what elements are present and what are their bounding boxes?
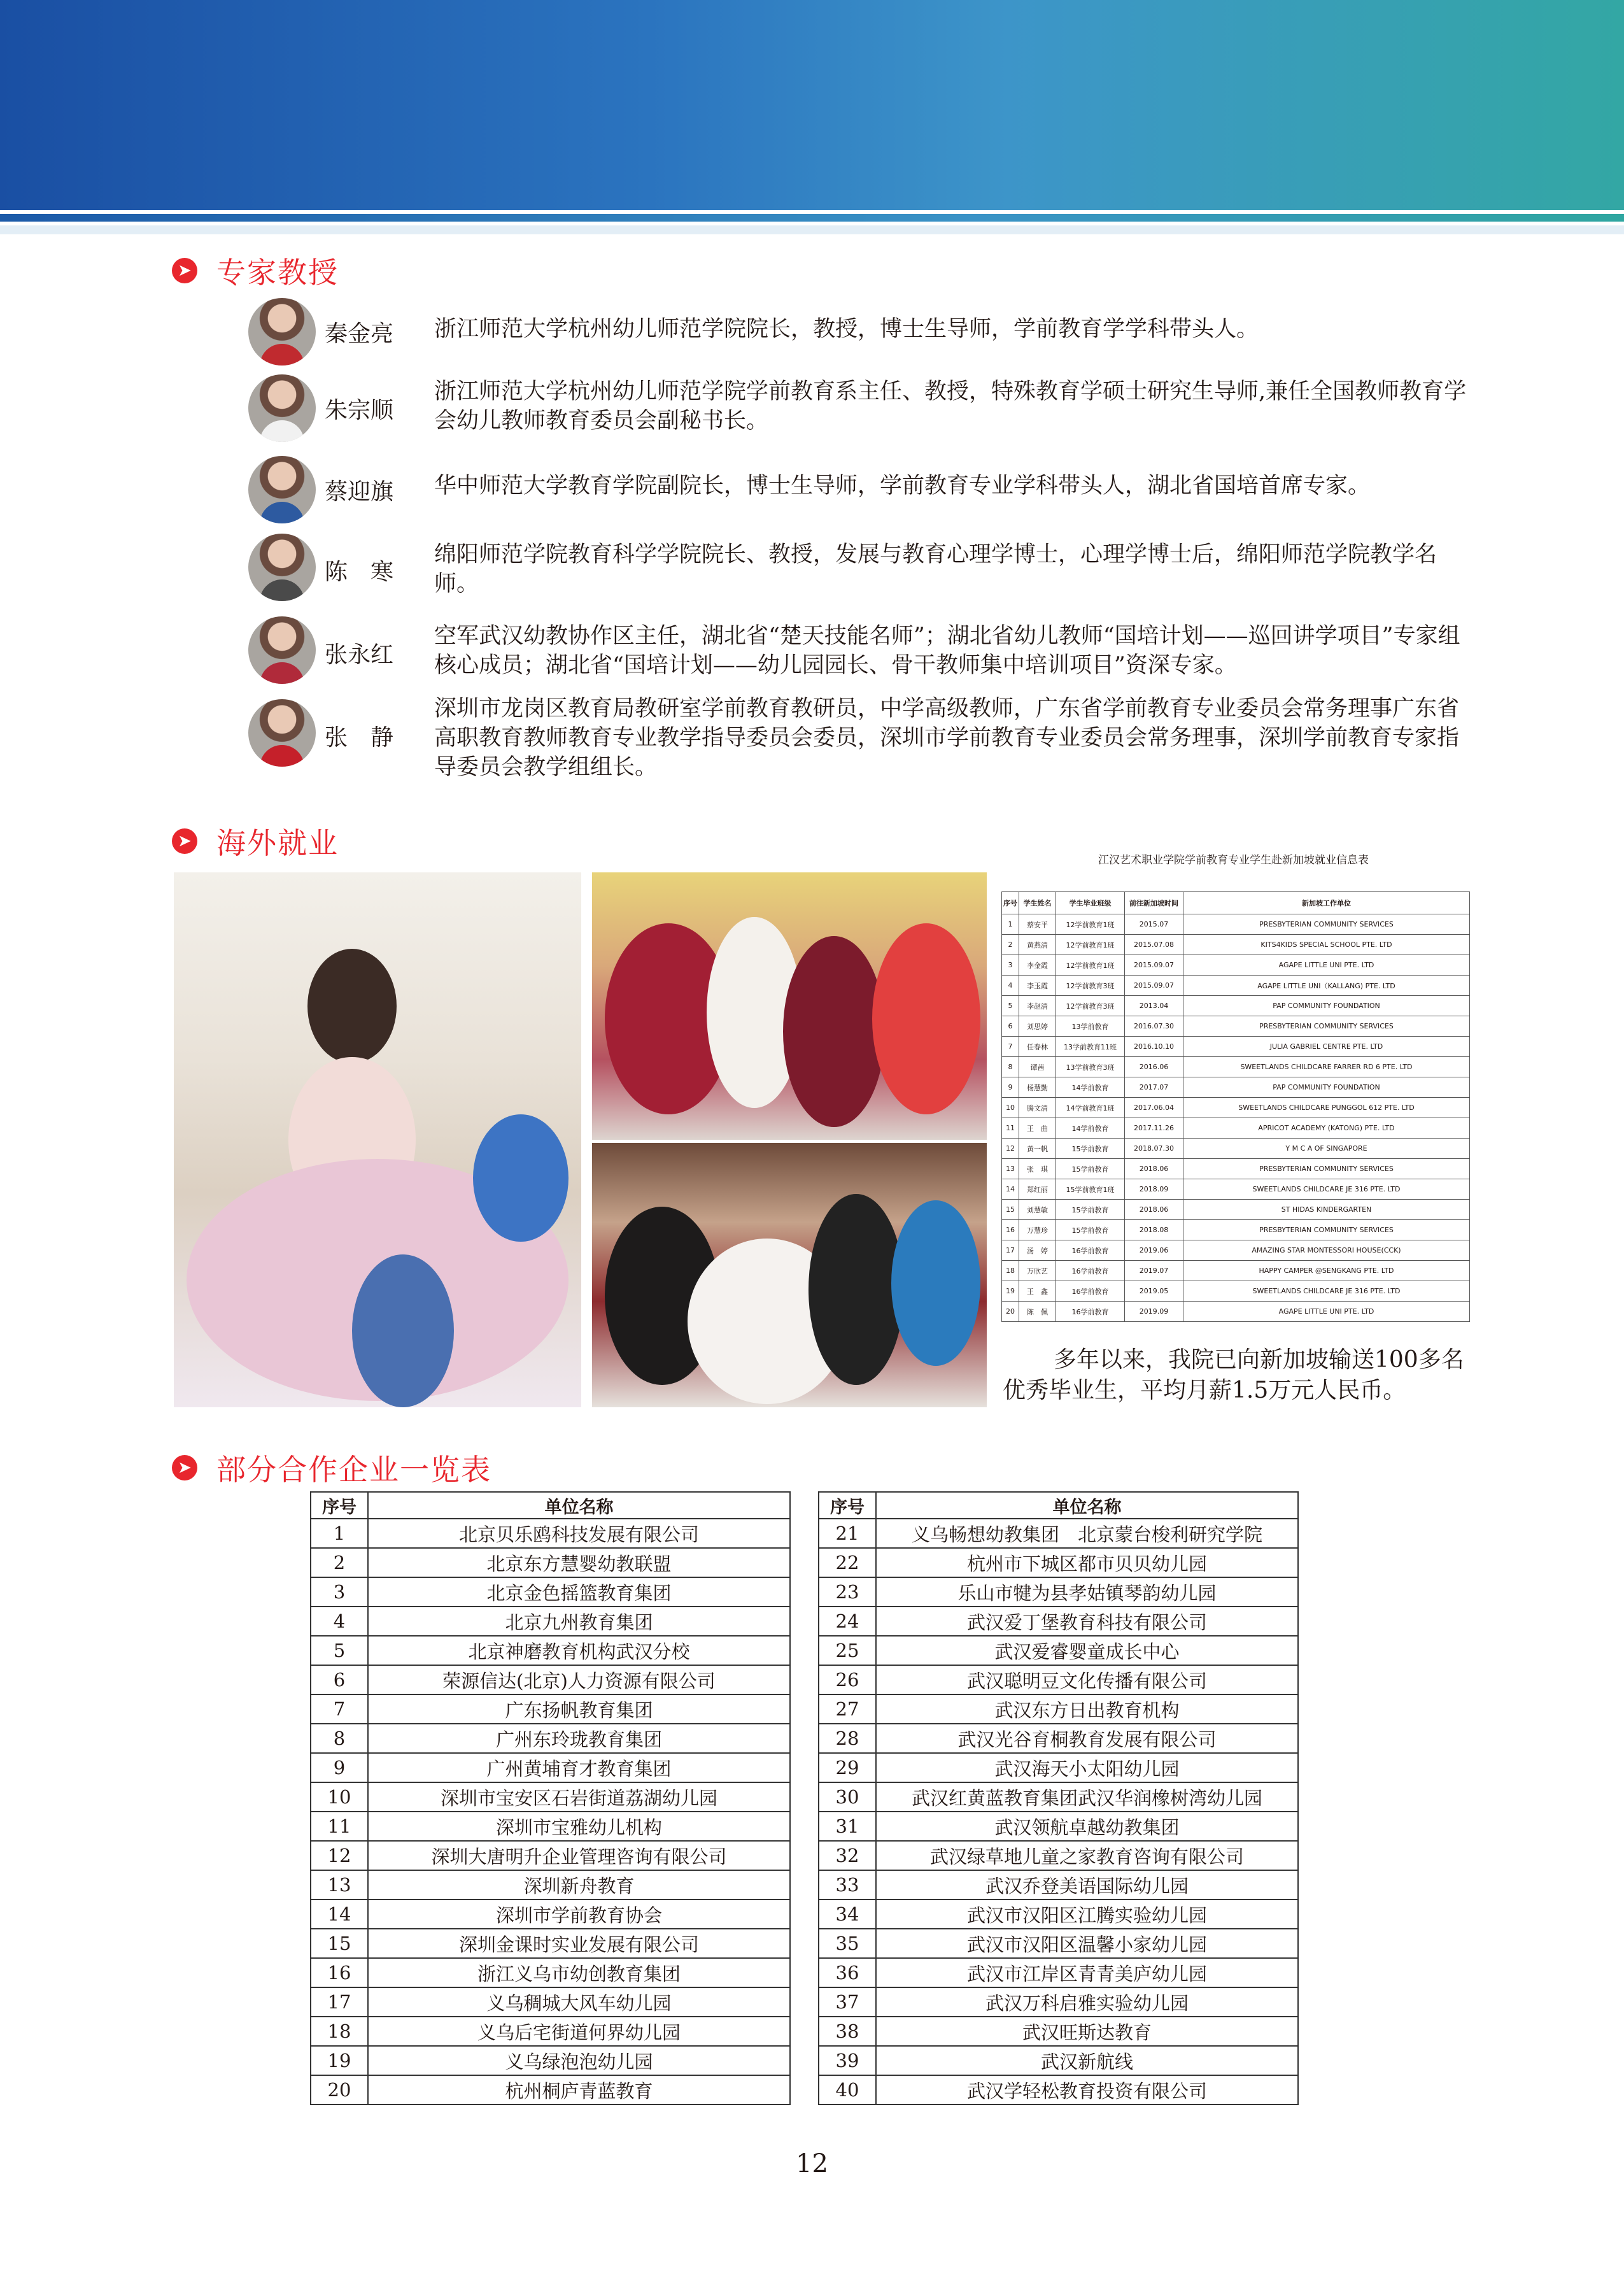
table-row — [819, 1694, 1298, 1724]
table-cell: PRESBYTERIAN COMMUNITY SERVICES — [1183, 1220, 1470, 1240]
table-cell: 张 琪 — [1019, 1159, 1056, 1179]
table-cell: 18 — [1002, 1261, 1019, 1281]
table-cell: 3 — [1002, 955, 1019, 976]
table-cell: 31 — [819, 1812, 876, 1841]
table-cell: 11 — [1002, 1118, 1019, 1139]
table-cell: 7 — [311, 1694, 368, 1724]
table-cell: 武汉爱丁堡教育科技有限公司 — [876, 1607, 1298, 1636]
note-text: 多年以来，我院已向新加坡输送100多名优秀毕业生，平均月薪1.5万元人民币。 — [1003, 1347, 1464, 1403]
table-cell: 29 — [819, 1753, 876, 1782]
table-cell: 15学前教育1班 — [1056, 1179, 1125, 1200]
table-row — [311, 1782, 790, 1812]
arrow-right-circle-icon: ➤ — [172, 1455, 197, 1480]
column-header: 序号 — [1002, 892, 1019, 914]
table-cell: 12学前教育1班 — [1056, 955, 1125, 976]
table-cell: 12 — [311, 1841, 368, 1870]
table-row — [311, 1812, 790, 1841]
table-cell: 深圳市宝雅幼儿机构 — [368, 1812, 790, 1841]
table-cell: 35 — [819, 1929, 876, 1958]
expert-desc: 深圳市龙岗区教育局教研室学前教育教研员，中学高级教师，广东省学前教育专业委员会常务理事广东省高职教育教师教育专业教学指导委员会委员，深圳市学前教育专业委员会常务理事，深圳学前教育专家指导委员会教学组组长。 — [434, 696, 1460, 780]
header-stripe-light — [0, 225, 1624, 234]
table-row — [819, 2075, 1298, 2105]
table-row — [1002, 1057, 1470, 1077]
table-cell: 义乌绿泡泡幼儿园 — [368, 2046, 790, 2075]
table-cell: 2019.05 — [1125, 1281, 1183, 1302]
table-cell: 14 — [311, 1899, 368, 1929]
table-row — [311, 1929, 790, 1958]
table-row — [311, 1753, 790, 1782]
table-cell: 20 — [311, 2075, 368, 2105]
expert-desc: 绵阳师范学院教育科学学院院长、教授，发展与教育心理学博士，心理学博士后，绵阳师范学院教学名师。 — [434, 542, 1437, 597]
table-cell: 38 — [819, 2017, 876, 2046]
photo-halloween-party — [592, 1143, 987, 1407]
expert-name: 张 静 — [325, 725, 394, 751]
table-cell: 12学前教育3班 — [1056, 976, 1125, 996]
table-cell: 16学前教育 — [1056, 1302, 1125, 1322]
table-cell: 武汉新航线 — [876, 2046, 1298, 2075]
avatar — [248, 298, 316, 366]
table-cell: 6 — [311, 1665, 368, 1694]
table-cell: 武汉学轻松教育投资有限公司 — [876, 2075, 1298, 2105]
photo-figure — [891, 1200, 980, 1366]
table-row — [1002, 1302, 1470, 1322]
table-row — [1002, 935, 1470, 955]
table-cell: 武汉领航卓越幼教集团 — [876, 1812, 1298, 1841]
table-cell: 任春林 — [1019, 1037, 1056, 1057]
table-cell: 26 — [819, 1665, 876, 1694]
table-row — [819, 1519, 1298, 1548]
table-cell: 杭州市下城区都市贝贝幼儿园 — [876, 1548, 1298, 1577]
table-cell: 33 — [819, 1870, 876, 1899]
table-cell: 2019.06 — [1125, 1240, 1183, 1261]
table-cell: 14学前教育 — [1056, 1077, 1125, 1098]
table-cell: 37 — [819, 1987, 876, 2017]
table-cell: 武汉绿草地儿童之家教育咨询有限公司 — [876, 1841, 1298, 1870]
section-heading-overseas — [172, 820, 339, 862]
table-cell: 39 — [819, 2046, 876, 2075]
table-cell: 武汉旺斯达教育 — [876, 2017, 1298, 2046]
table-cell: 3 — [311, 1577, 368, 1607]
table-cell: 12学前教育1班 — [1056, 914, 1125, 935]
table-cell: 2013.04 — [1125, 996, 1183, 1016]
table-row — [819, 2046, 1298, 2075]
table-cell: AGAPE LITTLE UNI PTE. LTD — [1183, 955, 1470, 976]
table-cell: JULIA GABRIEL CENTRE PTE. LTD — [1183, 1037, 1470, 1057]
table-cell: 8 — [1002, 1057, 1019, 1077]
table-cell: 19 — [1002, 1281, 1019, 1302]
table-cell: 北京贝乐鸥科技发展有限公司 — [368, 1519, 790, 1548]
table-cell: 万慧珍 — [1019, 1220, 1056, 1240]
table-row — [819, 1548, 1298, 1577]
table-cell: 2 — [311, 1548, 368, 1577]
table-cell: HAPPY CAMPER @SENGKANG PTE. LTD — [1183, 1261, 1470, 1281]
table-cell: 北京东方慧婴幼教联盟 — [368, 1548, 790, 1577]
arrow-right-circle-icon: ➤ — [172, 828, 197, 854]
expert-desc: 浙江师范大学杭州幼儿师范学院院长，教授，博士生导师，学前教育学学科带头人。 — [434, 316, 1259, 342]
table-cell: PRESBYTERIAN COMMUNITY SERVICES — [1183, 1159, 1470, 1179]
table-cell: 荣源信达(北京)人力资源有限公司 — [368, 1665, 790, 1694]
table-row — [1002, 955, 1470, 976]
table-cell: SWEETLANDS CHILDCARE PUNGGOL 612 PTE. LTD — [1183, 1098, 1470, 1118]
avatar — [248, 616, 316, 684]
table-cell: AMAZING STAR MONTESSORI HOUSE(CCK) — [1183, 1240, 1470, 1261]
table-cell: 深圳市学前教育协会 — [368, 1899, 790, 1929]
expert-name: 秦金亮 — [325, 321, 394, 347]
table-cell: 黄燕清 — [1019, 935, 1056, 955]
table-cell: 2016.06 — [1125, 1057, 1183, 1077]
table-cell: SWEETLANDS CHILDCARE JE 316 PTE. LTD — [1183, 1281, 1470, 1302]
table-row — [1002, 1098, 1470, 1118]
table-cell: 19 — [311, 2046, 368, 2075]
photo-figure — [808, 1194, 904, 1385]
table-cell: 23 — [819, 1577, 876, 1607]
table-cell: 义乌畅想幼教集团 北京蒙台梭利研究学院 — [876, 1519, 1298, 1548]
table-row — [1002, 1179, 1470, 1200]
table-cell: 2018.09 — [1125, 1179, 1183, 1200]
table-row — [1002, 1118, 1470, 1139]
partners-table-left — [310, 1491, 791, 2105]
table-cell: 2015.07 — [1125, 914, 1183, 935]
section-title: 部分合作企业一览表 — [216, 1452, 491, 1487]
table-cell: 蔡安平 — [1019, 914, 1056, 935]
column-header: 序号 — [819, 1492, 876, 1519]
table-row — [819, 1607, 1298, 1636]
table-cell: 陈 佩 — [1019, 1302, 1056, 1322]
expert-name: 张永红 — [325, 642, 394, 668]
table-row — [311, 1636, 790, 1665]
table-row — [1002, 1037, 1470, 1057]
table-cell: 杨慧勤 — [1019, 1077, 1056, 1098]
table-row — [819, 1870, 1298, 1899]
table-row — [819, 1636, 1298, 1665]
table-row — [819, 1899, 1298, 1929]
partners-table-right — [818, 1491, 1299, 2105]
table-row — [311, 1899, 790, 1929]
table-cell: 27 — [819, 1694, 876, 1724]
section-heading-partners — [172, 1447, 491, 1489]
avatar — [248, 534, 316, 601]
table-cell: SWEETLANDS CHILDCARE FARRER RD 6 PTE. LTD — [1183, 1057, 1470, 1077]
table-cell: 2017.07 — [1125, 1077, 1183, 1098]
table-cell: 20 — [1002, 1302, 1019, 1322]
table-row — [1002, 1016, 1470, 1037]
photo-figure — [872, 923, 980, 1114]
expert-name: 陈 寒 — [325, 559, 394, 585]
table-cell: 2017.11.26 — [1125, 1118, 1183, 1139]
table-cell: 武汉东方日出教育机构 — [876, 1694, 1298, 1724]
table-row — [819, 1724, 1298, 1753]
expert-name: 蔡迎旗 — [325, 479, 394, 505]
photo-figure — [473, 1114, 568, 1242]
column-header: 新加坡工作单位 — [1183, 892, 1470, 914]
table-cell: 9 — [311, 1753, 368, 1782]
table-cell: 深圳市宝安区石岩街道荔湖幼儿园 — [368, 1782, 790, 1812]
table-cell: 李赵清 — [1019, 996, 1056, 1016]
table-row — [311, 1607, 790, 1636]
table-cell: 12学前教育1班 — [1056, 935, 1125, 955]
table-cell: 13 — [1002, 1159, 1019, 1179]
avatar — [248, 456, 316, 523]
table-cell: 北京九州教育集团 — [368, 1607, 790, 1636]
table-cell: 深圳金课时实业发展有限公司 — [368, 1929, 790, 1958]
table-row — [311, 2046, 790, 2075]
photo-kindergarten-class — [174, 872, 581, 1407]
table-row — [311, 1958, 790, 1987]
table-cell: 13学前教育3班 — [1056, 1057, 1125, 1077]
table-row — [819, 1841, 1298, 1870]
employment-grid — [1001, 891, 1470, 1322]
table-cell: 8 — [311, 1724, 368, 1753]
table-cell: 北京神磨教育机构武汉分校 — [368, 1636, 790, 1665]
column-header: 单位名称 — [876, 1492, 1298, 1519]
table-cell: 7 — [1002, 1037, 1019, 1057]
table-row — [311, 1694, 790, 1724]
table-row — [311, 1548, 790, 1577]
table-cell: PAP COMMUNITY FOUNDATION — [1183, 1077, 1470, 1098]
table-cell: 王 曲 — [1019, 1118, 1056, 1139]
table-cell: 李金霞 — [1019, 955, 1056, 976]
table-cell: 王 鑫 — [1019, 1281, 1056, 1302]
table-cell: 17 — [311, 1987, 368, 2017]
table-row — [311, 1987, 790, 2017]
table-cell: 1 — [1002, 914, 1019, 935]
table-cell: 25 — [819, 1636, 876, 1665]
table-cell: 10 — [1002, 1098, 1019, 1118]
table-cell: 17 — [1002, 1240, 1019, 1261]
table-cell: 谭茜 — [1019, 1057, 1056, 1077]
table-cell: 2016.07.30 — [1125, 1016, 1183, 1037]
table-row — [819, 2017, 1298, 2046]
table-cell: 武汉红黄蓝教育集团武汉华润橡树湾幼儿园 — [876, 1782, 1298, 1812]
table-cell: 16 — [311, 1958, 368, 1987]
table-row — [311, 2075, 790, 2105]
table-cell: 24 — [819, 1607, 876, 1636]
expert-desc: 浙江师范大学杭州幼儿师范学院学前教育系主任、教授，特殊教育学硕士研究生导师,兼任全国教师教育学会幼儿教师教育委员会副秘书长。 — [434, 379, 1467, 434]
table-row — [1002, 1261, 1470, 1281]
expert-name: 朱宗顺 — [325, 397, 394, 423]
table-cell: 武汉聪明豆文化传播有限公司 — [876, 1665, 1298, 1694]
table-cell: 武汉爱睿婴童成长中心 — [876, 1636, 1298, 1665]
page-number: 12 — [796, 2149, 828, 2178]
table-row — [311, 1841, 790, 1870]
table-cell: 1 — [311, 1519, 368, 1548]
table-row — [1002, 1200, 1470, 1220]
table-cell: 黄一帆 — [1019, 1139, 1056, 1159]
table-cell: 6 — [1002, 1016, 1019, 1037]
header-stripe — [0, 214, 1624, 222]
table-cell: AGAPE LITTLE UNI（KALLANG) PTE. LTD — [1183, 976, 1470, 996]
table-cell: 2018.06 — [1125, 1200, 1183, 1220]
table-cell: 武汉市汉阳区温馨小家幼儿园 — [876, 1929, 1298, 1958]
table-cell: 10 — [311, 1782, 368, 1812]
table-cell: 36 — [819, 1958, 876, 1987]
table-row — [311, 1519, 790, 1548]
table-cell: 万欣艺 — [1019, 1261, 1056, 1281]
section-title: 海外就业 — [216, 826, 339, 860]
table-cell: 刘慧敏 — [1019, 1200, 1056, 1220]
table-row — [1002, 1159, 1470, 1179]
table-cell: 30 — [819, 1782, 876, 1812]
table-cell: 广州东玲珑教育集团 — [368, 1724, 790, 1753]
table-row — [311, 1870, 790, 1899]
table-cell: 14 — [1002, 1179, 1019, 1200]
table-cell: 15学前教育 — [1056, 1200, 1125, 1220]
table-cell: 深圳大唐明升企业管理咨询有限公司 — [368, 1841, 790, 1870]
column-header: 前往新加坡时间 — [1125, 892, 1183, 914]
table-row — [819, 1958, 1298, 1987]
table-cell: 12 — [1002, 1139, 1019, 1159]
table-cell: 武汉市汉阳区江腾实验幼儿园 — [876, 1899, 1298, 1929]
table-cell: 广州黄埔育才教育集团 — [368, 1753, 790, 1782]
table-cell: 义乌稠城大风车幼儿园 — [368, 1987, 790, 2017]
table-title: 江汉艺术职业学院学前教育专业学生赴新加坡就业信息表 — [1098, 854, 1369, 867]
table-cell: 2019.07 — [1125, 1261, 1183, 1281]
table-cell: 武汉市江岸区青青美庐幼儿园 — [876, 1958, 1298, 1987]
table-cell: SWEETLANDS CHILDCARE JE 316 PTE. LTD — [1183, 1179, 1470, 1200]
table-cell: 武汉海天小太阳幼儿园 — [876, 1753, 1298, 1782]
table-cell: 2 — [1002, 935, 1019, 955]
table-cell: 15学前教育 — [1056, 1220, 1125, 1240]
table-cell: 22 — [819, 1548, 876, 1577]
table-cell: 武汉乔登美语国际幼儿园 — [876, 1870, 1298, 1899]
employment-note — [1003, 1345, 1486, 1406]
table-cell: 4 — [1002, 976, 1019, 996]
table-row — [1002, 1281, 1470, 1302]
column-header: 单位名称 — [368, 1492, 790, 1519]
table-cell: 13 — [311, 1870, 368, 1899]
table-cell: 武汉万科启雅实验幼儿园 — [876, 1987, 1298, 2017]
table-cell: 杭州桐庐青蓝教育 — [368, 2075, 790, 2105]
table-cell: APRICOT ACADEMY (KATONG) PTE. LTD — [1183, 1118, 1470, 1139]
table-row — [311, 1665, 790, 1694]
table-cell: 浙江义乌市幼创教育集团 — [368, 1958, 790, 1987]
table-cell: 11 — [311, 1812, 368, 1841]
table-cell: 9 — [1002, 1077, 1019, 1098]
table-cell: 13学前教育 — [1056, 1016, 1125, 1037]
photo-figure — [307, 949, 397, 1063]
table-cell: 2018.06 — [1125, 1159, 1183, 1179]
table-row — [1002, 1220, 1470, 1240]
table-row — [1002, 1139, 1470, 1159]
table-row — [819, 1812, 1298, 1841]
table-cell: 12学前教育3班 — [1056, 996, 1125, 1016]
table-row — [1002, 1240, 1470, 1261]
table-cell: 2015.07.08 — [1125, 935, 1183, 955]
table-cell: PRESBYTERIAN COMMUNITY SERVICES — [1183, 1016, 1470, 1037]
table-cell: 5 — [311, 1636, 368, 1665]
section-heading-experts — [172, 250, 339, 292]
table-cell: 2018.08 — [1125, 1220, 1183, 1240]
table-cell: 2016.10.10 — [1125, 1037, 1183, 1057]
table-cell: PRESBYTERIAN COMMUNITY SERVICES — [1183, 914, 1470, 935]
table-cell: 5 — [1002, 996, 1019, 1016]
table-cell: 15 — [1002, 1200, 1019, 1220]
table-cell: 32 — [819, 1841, 876, 1870]
table-cell: 深圳新舟教育 — [368, 1870, 790, 1899]
table-cell: 16学前教育 — [1056, 1240, 1125, 1261]
table-cell: 乐山市犍为县孝姑镇琴韵幼儿园 — [876, 1577, 1298, 1607]
table-cell: 15学前教育 — [1056, 1159, 1125, 1179]
table-cell: 40 — [819, 2075, 876, 2105]
table-cell: 16学前教育 — [1056, 1281, 1125, 1302]
table-cell: 刘思婷 — [1019, 1016, 1056, 1037]
employment-info-table — [996, 833, 1471, 1335]
table-cell: 2019.09 — [1125, 1302, 1183, 1322]
table-cell: 郑红丽 — [1019, 1179, 1056, 1200]
table-cell: 武汉光谷育桐教育发展有限公司 — [876, 1724, 1298, 1753]
table-cell: 14学前教育1班 — [1056, 1098, 1125, 1118]
table-cell: 15 — [311, 1929, 368, 1958]
table-cell: 北京金色摇篮教育集团 — [368, 1577, 790, 1607]
table-cell: ST HIDAS KINDERGARTEN — [1183, 1200, 1470, 1220]
table-cell: 14学前教育 — [1056, 1118, 1125, 1139]
table-cell: KITS4KIDS SPECIAL SCHOOL PTE. LTD — [1183, 935, 1470, 955]
table-row — [819, 1987, 1298, 2017]
table-row — [819, 1753, 1298, 1782]
column-header: 学生姓名 — [1019, 892, 1056, 914]
table-cell: 16 — [1002, 1220, 1019, 1240]
table-cell: 广东扬帆教育集团 — [368, 1694, 790, 1724]
column-header: 序号 — [311, 1492, 368, 1519]
table-row — [1002, 1077, 1470, 1098]
table-row — [1002, 914, 1470, 935]
table-cell: PAP COMMUNITY FOUNDATION — [1183, 996, 1470, 1016]
table-cell: 腾文清 — [1019, 1098, 1056, 1118]
photo-figure — [352, 1254, 454, 1407]
column-header: 学生毕业班级 — [1056, 892, 1125, 914]
table-row — [1002, 976, 1470, 996]
avatar — [248, 374, 316, 442]
table-cell: 34 — [819, 1899, 876, 1929]
table-cell: AGAPE LITTLE UNI PTE. LTD — [1183, 1302, 1470, 1322]
expert-desc: 空军武汉幼教协作区主任，湖北省“楚天技能名师”；湖北省幼儿教师“国培计划——巡回讲学项目”专家组核心成员；湖北省“国培计划——幼儿园园长、骨干教师集中培训项目”资深专家。 — [434, 623, 1460, 678]
photo-figure — [783, 936, 885, 1127]
table-row — [311, 1724, 790, 1753]
table-cell: 2018.07.30 — [1125, 1139, 1183, 1159]
table-row — [311, 1577, 790, 1607]
table-cell: 28 — [819, 1724, 876, 1753]
avatar — [248, 699, 316, 767]
table-row — [819, 1577, 1298, 1607]
expert-desc: 华中师范大学教育学院副院长，博士生导师，学前教育专业学科带头人，湖北省国培首席专家。 — [434, 473, 1371, 499]
section-title: 专家教授 — [216, 255, 339, 290]
table-cell: Y M C A OF SINGAPORE — [1183, 1139, 1470, 1159]
photo-teachers-group — [592, 872, 987, 1140]
table-cell: 15学前教育 — [1056, 1139, 1125, 1159]
table-row — [1002, 996, 1470, 1016]
table-cell: 13学前教育11班 — [1056, 1037, 1125, 1057]
table-cell: 2017.06.04 — [1125, 1098, 1183, 1118]
table-cell: 汤 婷 — [1019, 1240, 1056, 1261]
table-cell: 4 — [311, 1607, 368, 1636]
table-row — [819, 1665, 1298, 1694]
table-cell: 李玉霞 — [1019, 976, 1056, 996]
table-cell: 2015.09.07 — [1125, 955, 1183, 976]
table-row — [819, 1782, 1298, 1812]
table-row — [311, 2017, 790, 2046]
table-row — [819, 1929, 1298, 1958]
table-cell: 21 — [819, 1519, 876, 1548]
table-cell: 2015.09.07 — [1125, 976, 1183, 996]
header-banner — [0, 0, 1624, 210]
table-cell: 16学前教育 — [1056, 1261, 1125, 1281]
table-cell: 18 — [311, 2017, 368, 2046]
table-cell: 义乌后宅街道何界幼儿园 — [368, 2017, 790, 2046]
arrow-right-circle-icon: ➤ — [172, 258, 197, 283]
